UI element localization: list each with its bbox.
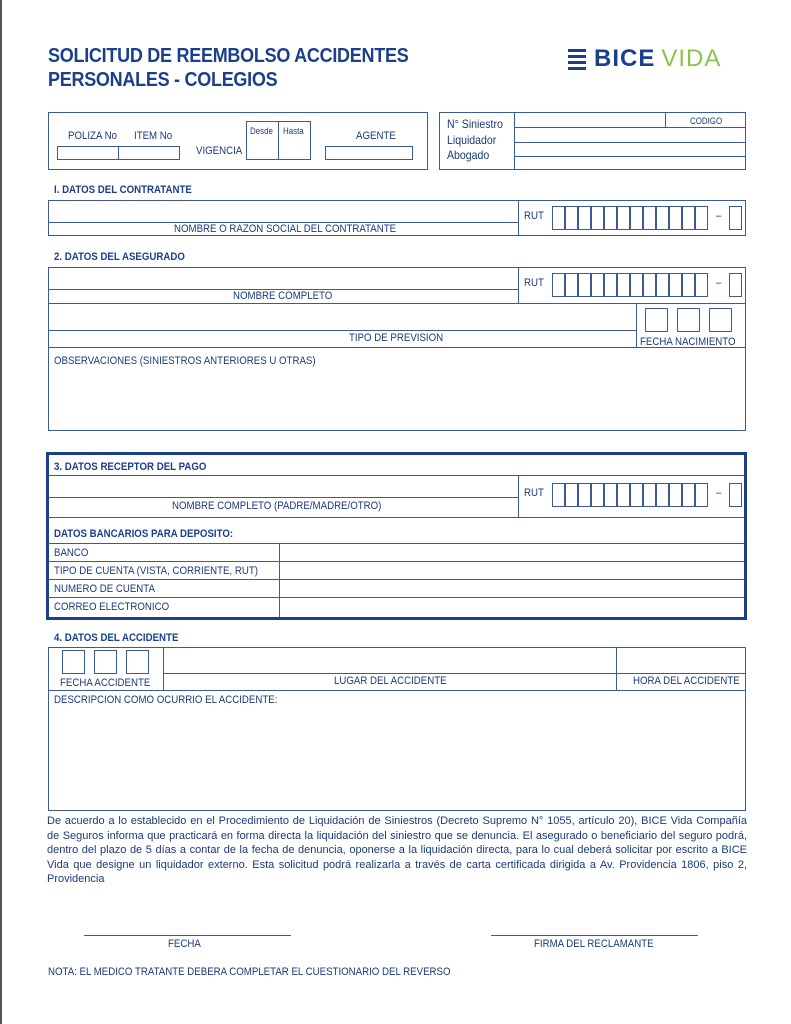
banco-field[interactable] bbox=[280, 544, 744, 561]
codigo-label: CODIGO bbox=[690, 116, 723, 126]
rut-dv-2[interactable] bbox=[729, 273, 742, 297]
item-label: ITEM No bbox=[134, 130, 173, 142]
asegurado-name-label: NOMBRE COMPLETO bbox=[233, 290, 333, 302]
fecha-accidente-label: FECHA ACCIDENTE bbox=[60, 677, 151, 689]
numero-cuenta-label: NUMERO DE CUENTA bbox=[54, 583, 155, 595]
observaciones-field[interactable] bbox=[48, 368, 746, 430]
vigencia-label: VIGENCIA bbox=[196, 145, 243, 157]
receptor-name-field[interactable] bbox=[48, 476, 518, 497]
prevision-field[interactable] bbox=[48, 304, 636, 330]
rut-dash-2: – bbox=[716, 277, 722, 289]
birth-year-field[interactable] bbox=[709, 308, 732, 332]
accident-month-field[interactable] bbox=[94, 650, 117, 674]
birth-month-field[interactable] bbox=[677, 308, 700, 332]
receptor-name-label: NOMBRE COMPLETO (PADRE/MADRE/OTRO) bbox=[172, 500, 382, 512]
hora-field[interactable] bbox=[617, 648, 745, 673]
descripcion-field[interactable] bbox=[48, 708, 746, 810]
poliza-label: POLIZA No bbox=[68, 130, 117, 142]
desde-label: Desde bbox=[250, 126, 273, 136]
title-line-2: PERSONALES - COLEGIOS bbox=[48, 69, 278, 91]
rut-dv-3[interactable] bbox=[729, 483, 742, 507]
birth-day-field[interactable] bbox=[645, 308, 668, 332]
tipo-cuenta-field[interactable] bbox=[280, 562, 744, 579]
rut-label-3: RUT bbox=[524, 487, 544, 499]
brand-bice: BICE bbox=[594, 45, 656, 72]
hora-label: HORA DEL ACCIDENTE bbox=[633, 675, 740, 687]
legal-text: De acuerdo a lo establecido en el Procedimiento de Liquidación de Siniestros (Decreto Supremo N° 1055, artículo 20), BICE Vida Compañía de Seguros informa que practicará en forma directa la liquidación del siniestro que se denuncia. El asegurado o beneficiario del seguro podrá, dentro del plazo de 5 días a contar de la fecha de denuncia, oponerse a la liquidación directa, para lo cual deberá solicitar por escrito a BICE Vida que designe un liquidador externo. Esta solicitud podrá realizarla a través de carta certificada dirigida a Av. Providencia 1806, piso 2, Providencia bbox=[47, 815, 747, 885]
logo-bars-icon bbox=[568, 49, 586, 70]
lugar-field[interactable] bbox=[164, 648, 616, 673]
bancarios-title: DATOS BANCARIOS PARA DEPOSITO: bbox=[54, 528, 234, 540]
correo-label: CORREO ELECTRONICO bbox=[54, 601, 170, 613]
accident-year-field[interactable] bbox=[126, 650, 149, 674]
accident-day-field[interactable] bbox=[62, 650, 85, 674]
fecha-nacimiento-label: FECHA NACIMIENTO bbox=[640, 336, 736, 348]
fecha-signature-label: FECHA bbox=[168, 938, 201, 950]
rut-dash-3: – bbox=[716, 487, 722, 499]
numero-cuenta-field[interactable] bbox=[280, 580, 744, 597]
poliza-field[interactable] bbox=[57, 146, 119, 160]
hasta-label: Hasta bbox=[283, 126, 304, 136]
descripcion-label: DESCRIPCION COMO OCURRIO EL ACCIDENTE: bbox=[54, 694, 278, 706]
brand-vida: VIDA bbox=[661, 45, 722, 72]
fecha-signature-line[interactable] bbox=[84, 935, 291, 936]
rut-label-2: RUT bbox=[524, 277, 544, 289]
lugar-label: LUGAR DEL ACCIDENTE bbox=[334, 675, 447, 687]
section1-title: I. DATOS DEL CONTRATANTE bbox=[54, 184, 192, 196]
page-border bbox=[0, 0, 2, 1024]
contratante-name-field[interactable] bbox=[48, 200, 518, 222]
asegurado-name-field[interactable] bbox=[48, 267, 518, 289]
agente-field[interactable] bbox=[325, 146, 413, 160]
form-title bbox=[48, 44, 408, 92]
contratante-name-label: NOMBRE O RAZON SOCIAL DEL CONTRATANTE bbox=[174, 223, 397, 235]
agente-label: AGENTE bbox=[356, 130, 396, 142]
liquidador-label: Liquidador bbox=[447, 133, 497, 147]
firma-signature-line[interactable] bbox=[491, 935, 698, 936]
brand-logo bbox=[568, 44, 721, 74]
banco-label: BANCO bbox=[54, 547, 89, 559]
correo-field[interactable] bbox=[280, 598, 744, 616]
footer-note: NOTA: EL MEDICO TRATANTE DEBERA COMPLETAR EL CUESTIONARIO DEL REVERSO bbox=[48, 966, 451, 978]
firma-signature-label: FIRMA DEL RECLAMANTE bbox=[534, 938, 654, 950]
rut-dash-1: – bbox=[716, 210, 722, 222]
title-line-1: SOLICITUD DE REEMBOLSO ACCIDENTES bbox=[48, 45, 409, 67]
abogado-label: Abogado bbox=[447, 148, 490, 162]
item-field[interactable] bbox=[118, 146, 180, 160]
rut-dv-1[interactable] bbox=[729, 206, 742, 230]
prevision-label: TIPO DE PREVISION bbox=[349, 332, 444, 344]
siniestro-label: N° Siniestro bbox=[447, 117, 503, 131]
section2-title: 2. DATOS DEL ASEGURADO bbox=[54, 251, 185, 263]
tipo-cuenta-label: TIPO DE CUENTA (VISTA, CORRIENTE, RUT) bbox=[54, 565, 259, 577]
observaciones-label: OBSERVACIONES (SINIESTROS ANTERIORES U OTRAS) bbox=[54, 355, 316, 367]
rut-label-1: RUT bbox=[524, 210, 544, 222]
section4-title: 4. DATOS DEL ACCIDENTE bbox=[54, 632, 179, 644]
section3-title: 3. DATOS RECEPTOR DEL PAGO bbox=[54, 461, 207, 473]
